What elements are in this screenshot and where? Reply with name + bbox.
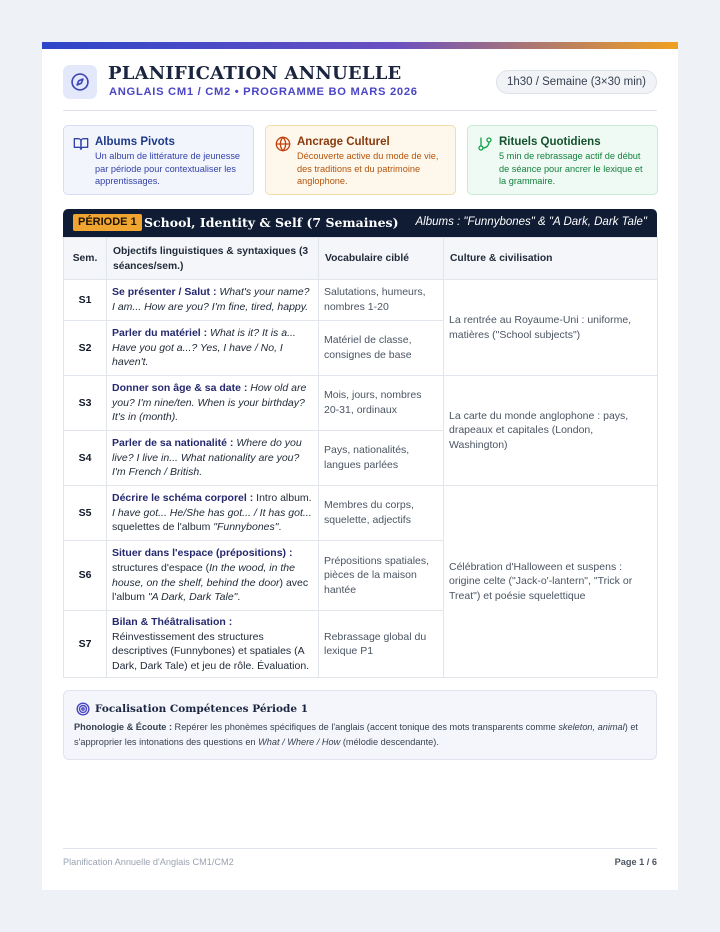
week-cell: S4 [64, 431, 107, 486]
focus-label: Phonologie & Écoute : [74, 722, 172, 732]
card-rituels-quotidiens [467, 125, 658, 195]
header-culture: Culture & civilisation [444, 238, 658, 280]
vocab-cell: Prépositions spatiales, pièces de la maison hantée [319, 541, 444, 611]
week-cell: S2 [64, 321, 107, 376]
text-fragment: . [237, 591, 241, 604]
footer-doc-title: Planification Annuelle d'Anglais CM1/CM2 [63, 857, 234, 867]
text-fragment: What is it? It is a... Have you got a...? Yes, I have / No, I haven't. [112, 327, 296, 369]
culture-cell: La carte du monde anglophone : pays, drapeaux et capitales (London, Washington) [444, 376, 658, 486]
objective-cell [107, 376, 319, 431]
focus-text [74, 720, 650, 750]
table-row [64, 280, 658, 321]
document-page [42, 42, 678, 890]
target-icon [76, 702, 90, 716]
text-fragment: Where do you live? I live in... What nationality are you? I'm French / British. [112, 437, 302, 479]
card-title: Ancrage Culturel [297, 136, 390, 148]
git-branch-icon [477, 136, 493, 152]
header-vocab: Vocabulaire ciblé [319, 238, 444, 280]
objective-title: Parler du matériel : [112, 327, 208, 340]
text-fragment: "A Dark, Dark Tale" [147, 591, 238, 604]
objective-cell [107, 541, 319, 611]
card-text: 5 min de rebrassage actif de début de séance pour ancrer le lexique et la grammaire. [499, 151, 643, 186]
text-fragment: I have got... He/She has got... / It has got... [112, 506, 312, 519]
text-fragment: Intro album. [253, 492, 312, 505]
text-fragment: structures d'espace ( [112, 561, 210, 574]
objective-cell [107, 321, 319, 376]
page-number: Page 1 / 6 [614, 857, 657, 867]
text-fragment: (mélodie descendante). [340, 737, 439, 747]
table-row [64, 486, 658, 541]
text-fragment: In the wood, in the house, on the shelf, behind the door [112, 561, 295, 589]
focus-title: Focalisation Compétences Période 1 [95, 703, 309, 715]
table-header-row [64, 238, 658, 280]
period-badge: PÉRIODE 1 [73, 214, 142, 231]
period-albums: Albums : "Funnybones" & "A Dark, Dark Tale" [415, 216, 647, 228]
table-row [64, 376, 658, 431]
objective-title: Décrire le schéma corporel : [112, 492, 254, 505]
card-text: Découverte active du mode de vie, des traditions et du patrimoine anglophone. [297, 151, 439, 186]
header-sem: Sem. [64, 238, 107, 280]
card-title: Rituels Quotidiens [499, 136, 601, 148]
page-title: PLANIFICATION ANNUELLE [108, 63, 402, 84]
text-fragment: Réinvestissement des structures descriptives (Funnybones) et spatiales (A Dark, Dark Tale) et jeu de rôle. Évaluation. [112, 630, 310, 672]
week-cell: S5 [64, 486, 107, 541]
objective-title: Se présenter / Salut : [112, 286, 217, 299]
objective-cell [107, 431, 319, 486]
period-title: School, Identity & Self (7 Semaines) [144, 215, 399, 230]
vocab-cell: Pays, nationalités, langues parlées [319, 431, 444, 486]
text-fragment: How old are you? I'm nine/ten. When is your birthday? It's in (month). [112, 382, 307, 424]
accent-bar [42, 42, 678, 49]
text-fragment: ) avec l'album [112, 576, 309, 604]
page-footer [63, 848, 657, 884]
vocab-cell: Membres du corps, squelette, adjectifs [319, 486, 444, 541]
week-cell: S7 [64, 611, 107, 678]
objective-cell [107, 280, 319, 321]
objective-title: Bilan & Théâtralisation : [112, 616, 233, 628]
objective-cell [107, 611, 319, 678]
culture-cell: La rentrée au Royaume-Uni : uniforme, matières ("School subjects") [444, 280, 658, 376]
page-subtitle: ANGLAIS CM1 / CM2 • PROGRAMME BO MARS 2026 [109, 86, 418, 98]
card-text: Un album de littérature de jeunesse par période pour contextualiser les apprentissages. [95, 151, 241, 186]
text-fragment: ) et s'approprier les intonations des questions en [74, 722, 638, 747]
culture-cell: Célébration d'Halloween et suspens : origine celte ("Jack-o'-lantern", "Trick or Treat") et poésie squelettique [444, 486, 658, 678]
text-fragment: What / Where / How [258, 737, 341, 747]
card-albums-pivots [63, 125, 254, 195]
card-ancrage-culturel [265, 125, 456, 195]
week-cell: S3 [64, 376, 107, 431]
period-header [63, 209, 657, 237]
text-fragment: What's your name? I am... How are you? I'm fine, tired, happy. [112, 286, 310, 313]
schedule-badge: 1h30 / Semaine (3×30 min) [496, 70, 657, 94]
vocab-cell: Salutations, humeurs, nombres 1-20 [319, 280, 444, 321]
compass-icon [63, 65, 97, 99]
text-fragment: "Funnybones" [213, 521, 279, 534]
objective-title: Situer dans l'espace (prépositions) : [112, 547, 293, 560]
book-open-icon [73, 136, 89, 152]
card-title: Albums Pivots [95, 136, 175, 148]
info-cards [63, 125, 657, 196]
text-fragment: skeleton, animal [558, 722, 625, 732]
vocab-cell: Matériel de classe, consignes de base [319, 321, 444, 376]
page-header [63, 49, 657, 111]
text-fragment: squelettes de l'album [112, 521, 214, 534]
text-fragment: Repérer les phonèmes spécifiques de l'anglais (accent tonique des mots transparents comme [172, 722, 559, 732]
planning-table [63, 237, 658, 678]
week-cell: S1 [64, 280, 107, 321]
globe-icon [275, 136, 291, 152]
objective-title: Parler de sa nationalité : [112, 437, 234, 450]
week-cell: S6 [64, 541, 107, 611]
header-objectives: Objectifs linguistiques & syntaxiques (3 séances/sem.) [107, 238, 319, 280]
objective-cell [107, 486, 319, 541]
text-fragment: . [278, 521, 282, 534]
vocab-cell: Rebrassage global du lexique P1 [319, 611, 444, 678]
vocab-cell: Mois, jours, nombres 20-31, ordinaux [319, 376, 444, 431]
objective-title: Donner son âge & sa date : [112, 382, 248, 395]
focus-box [63, 690, 657, 760]
